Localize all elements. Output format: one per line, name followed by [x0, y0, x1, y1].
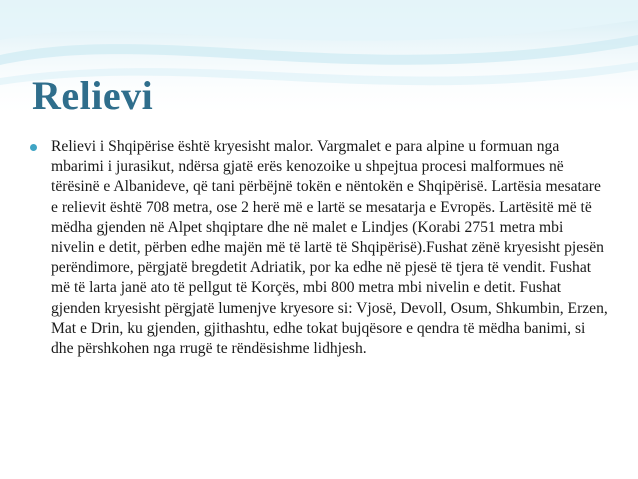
bullet-dot-icon — [30, 144, 37, 151]
slide-content — [30, 137, 610, 359]
slide-title: Relievi — [32, 73, 154, 118]
bullet-text: Relievi i Shqipërise është kryesisht malor. Vargmalet e para alpine u formuan nga mbarimi i jurasikut, ndërsa gjatë erës kenozoike u shpejtua procesi malformues në tërësinë e Albanideve, që tani përbëjnë tokën e nëntokën e Shqipërisë. Lartësia mesatare e relievit është 708 metra, ose 2 herë më e lartë se mesatarja e Evropës. Lartësitë më të mëdha gjenden në Alpet shqiptare dhe në malet e Lindjes (Korabi 2751 metra mbi nivelin e detit, përben edhe majën më të lartë të Shqipërisë).Fushat zënë kryesisht pjesën perëndimore, përgjatë bregdetit Adriatik, por ka edhe në pjesë të tjera të vendit. Fushat më të larta janë ato të pellgut të Korçës, mbi 800 metra mbi nivelin e detit. Fushat gjenden kryesisht përgjatë lumenjve kryesore si: Vjosë, Devoll, Osum, Shkumbin, Erzen, Mat e Drin, ku gjenden, gjithashtu, edhe tokat bujqësore e qendra të mëdha banimi, si dhe përshkohen nga rrugë te rëndësishme lidhjesh. — [51, 138, 608, 358]
bullet-item — [30, 137, 610, 359]
